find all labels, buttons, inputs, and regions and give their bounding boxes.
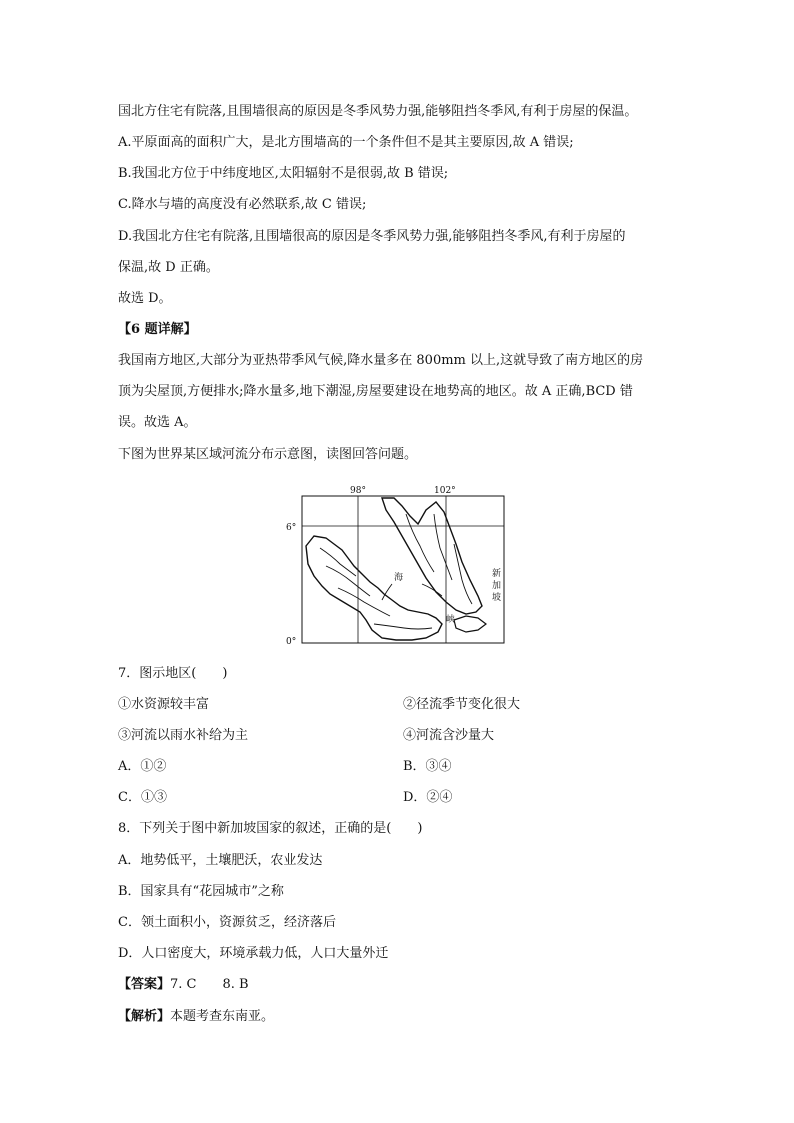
q6-heading: 【6 题详解】 bbox=[118, 322, 197, 337]
strait-label: 峡 bbox=[446, 615, 456, 625]
explanation-option-c: C.降水与墙的高度没有必然联系,故 C 错误; bbox=[118, 197, 367, 212]
river bbox=[374, 624, 432, 629]
q7-statement-3: ③河流以雨水补给为主 bbox=[118, 728, 249, 743]
singapore-label-1: 新 bbox=[492, 569, 502, 579]
analysis-text: 本题考查东南亚。 bbox=[170, 1009, 275, 1024]
q7-option-c: C．①③ bbox=[118, 790, 167, 805]
lon-label-98: 98° bbox=[350, 486, 366, 496]
q6-paragraph-line3: 误。故选 A。 bbox=[118, 415, 197, 430]
q7-stem: 7．图示地区( ) bbox=[118, 666, 228, 681]
analysis-line bbox=[118, 1008, 274, 1026]
q8-option-b: B．国家具有“花园城市”之称 bbox=[118, 884, 284, 899]
q6-paragraph-line2: 顶为尖屋顶,方便排水;降水量多,地下潮湿,房屋要建设在地势高的地区。故 A 正确,BCD 错 bbox=[118, 384, 633, 399]
explanation-option-a: A.平原面高的面积广大，是北方围墙高的一个条件但不是其主要原因,故 A 错误; bbox=[118, 135, 574, 150]
q7-option-d: D．②④ bbox=[403, 790, 453, 805]
explanation-conclusion: 故选 D。 bbox=[118, 291, 172, 306]
singapore-label-3: 坡 bbox=[492, 593, 502, 603]
q7-statement-2: ②径流季节变化很大 bbox=[403, 697, 521, 712]
river bbox=[434, 514, 452, 580]
answer-label: 【答案】 bbox=[118, 977, 171, 992]
lon-label-102: 102° bbox=[434, 486, 456, 496]
river-distribution-map bbox=[286, 484, 506, 646]
river bbox=[406, 514, 434, 572]
sea-label: 海 bbox=[394, 573, 404, 583]
river bbox=[382, 584, 392, 600]
q8-option-c: C．领土面积小，资源贫乏，经济落后 bbox=[118, 915, 336, 930]
q7-statement-1: ①水资源较丰富 bbox=[118, 697, 210, 712]
explanation-line-1: 国北方住宅有院落,且围墙很高的原因是冬季风势力强,能够阻挡冬季风,有利于房屋的保温。 bbox=[118, 104, 638, 119]
answer-text: 7. C 8. B bbox=[170, 977, 249, 992]
q7-option-b: B．③④ bbox=[403, 759, 452, 774]
explanation-option-d-line1: D.我国北方住宅有院落,且围墙很高的原因是冬季风势力强,能够阻挡冬季风,有利于房屋的 bbox=[118, 229, 626, 244]
explanation-option-b: B.我国北方位于中纬度地区,太阳辐射不是很弱,故 B 错误; bbox=[118, 166, 449, 181]
river bbox=[454, 544, 472, 604]
singapore-island bbox=[454, 616, 486, 632]
q6-paragraph-line1: 我国南方地区,大部分为亚热带季风气候,降水量多在 800mm 以上,这就导致了南方地区的房 bbox=[118, 353, 644, 368]
map-frame bbox=[302, 496, 504, 643]
q8-stem: 8．下列关于图中新加坡国家的叙述，正确的是( ) bbox=[118, 821, 423, 836]
lat-label-6: 6° bbox=[286, 523, 297, 533]
analysis-label: 【解析】 bbox=[118, 1009, 171, 1024]
q7-option-a: A．①② bbox=[118, 759, 167, 774]
q8-option-a: A．地势低平，土壤肥沃，农业发达 bbox=[118, 853, 323, 868]
malay-peninsula bbox=[382, 498, 482, 614]
map-intro: 下图为世界某区域河流分布示意图，读图回答问题。 bbox=[118, 447, 418, 462]
singapore-label-2: 加 bbox=[492, 581, 502, 591]
explanation-option-d-line2: 保温,故 D 正确。 bbox=[118, 260, 219, 275]
q7-statement-4: ④河流含沙量大 bbox=[403, 728, 495, 743]
answer-line bbox=[118, 976, 249, 994]
lat-label-0: 0° bbox=[286, 637, 297, 646]
q8-option-d: D．人口密度大，环境承载力低，人口大量外迁 bbox=[118, 946, 389, 961]
